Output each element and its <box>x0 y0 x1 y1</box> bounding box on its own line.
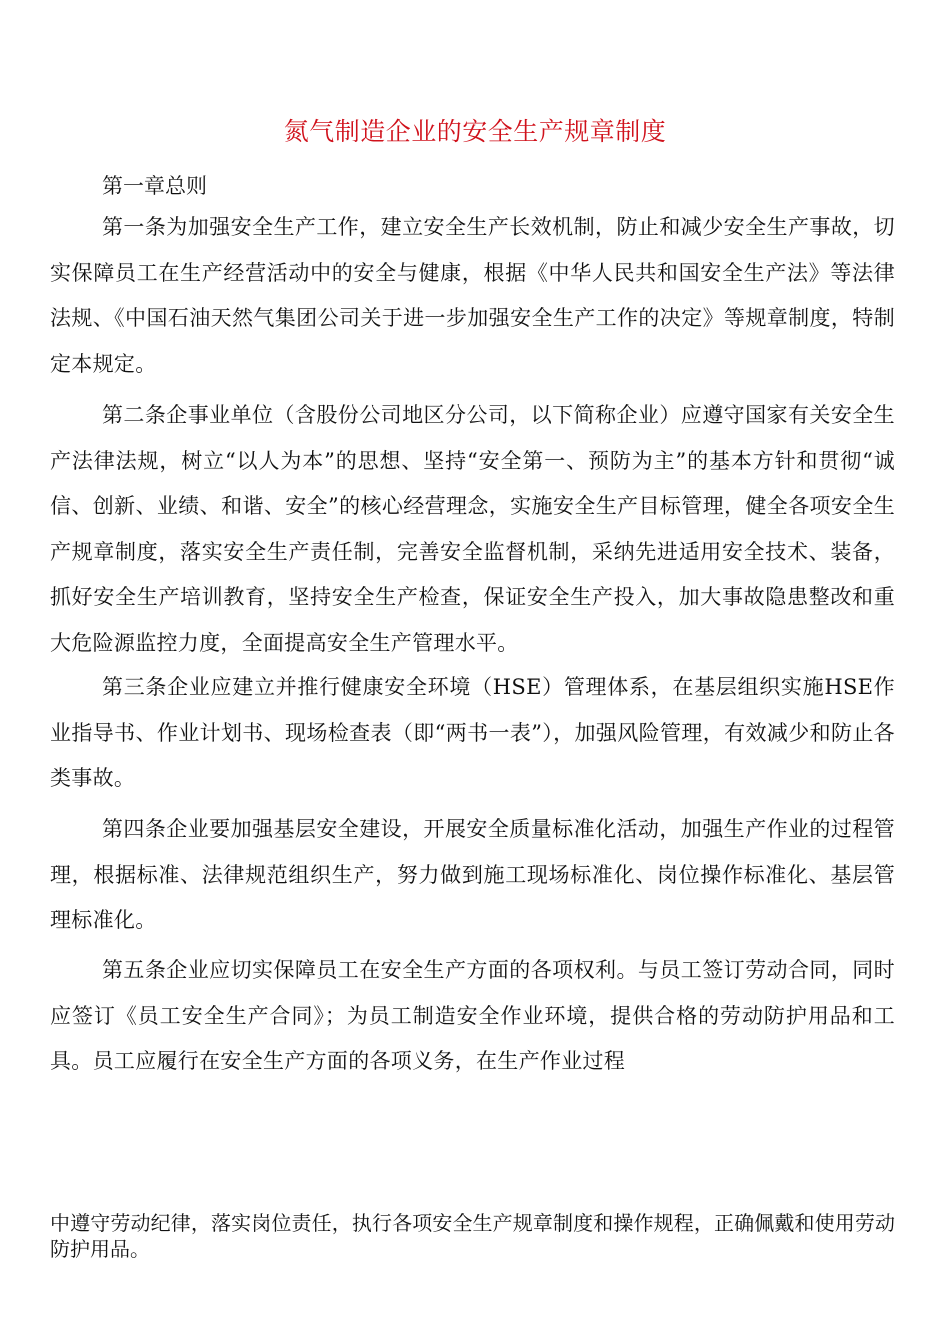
article-5-continuation: 中遵守劳动纪律，落实岗位责任，执行各项安全生产规章制度和操作规程，正确佩戴和使用劳动防护用品。 <box>50 1211 895 1261</box>
chapter-heading: 第一章总则 <box>102 174 207 198</box>
document-title: 氮气制造企业的安全生产规章制度 <box>283 117 667 146</box>
article-2-paragraph: 第二条企事业单位（含股份公司地区分公司，以下简称企业）应遵守国家有关安全生产法律法规，树立“以人为本”的思想、坚持“安全第一、预防为主”的基本方针和贯彻“诚信、创新、业绩、和谐、安全”的核心经营理念，实施安全生产目标管理，健全各项安全生产规章制度，落实安全生产责任制，完善安全监督机制，采纳先进适用安全技术、装备，抓好安全生产培训教育，坚持安全生产检查，保证安全生产投入，加大事故隐患整改和重大危险源监控力度，全面提高安全生产管理水平。 <box>50 403 895 655</box>
article-4-paragraph: 第四条企业要加强基层安全建设，开展安全质量标准化活动，加强生产作业的过程管理，根据标准、法律规范组织生产，努力做到施工现场标准化、岗位操作标准化、基层管理标准化。 <box>50 817 895 932</box>
article-3-paragraph: 第三条企业应建立并推行健康安全环境（HSE）管理体系，在基层组织实施HSE作业指导书、作业计划书、现场检查表（即“两书一表”），加强风险管理，有效减少和防止各类事故。 <box>50 675 895 790</box>
article-5-paragraph: 第五条企业应切实保障员工在安全生产方面的各项权利。与员工签订劳动合同，同时应签订《员工安全生产合同》；为员工制造安全作业环境，提供合格的劳动防护用品和工具。员工应履行在安全生产方面的各项义务，在生产作业过程 <box>50 958 895 1073</box>
article-1-paragraph: 第一条为加强安全生产工作，建立安全生产长效机制，防止和减少安全生产事故，切实保障员工在生产经营活动中的安全与健康，根据《中华人民共和国安全生产法》等法律法规、《中国石油天然气集团公司关于进一步加强安全生产工作的决定》等规章制度，特制定本规定。 <box>50 215 895 376</box>
